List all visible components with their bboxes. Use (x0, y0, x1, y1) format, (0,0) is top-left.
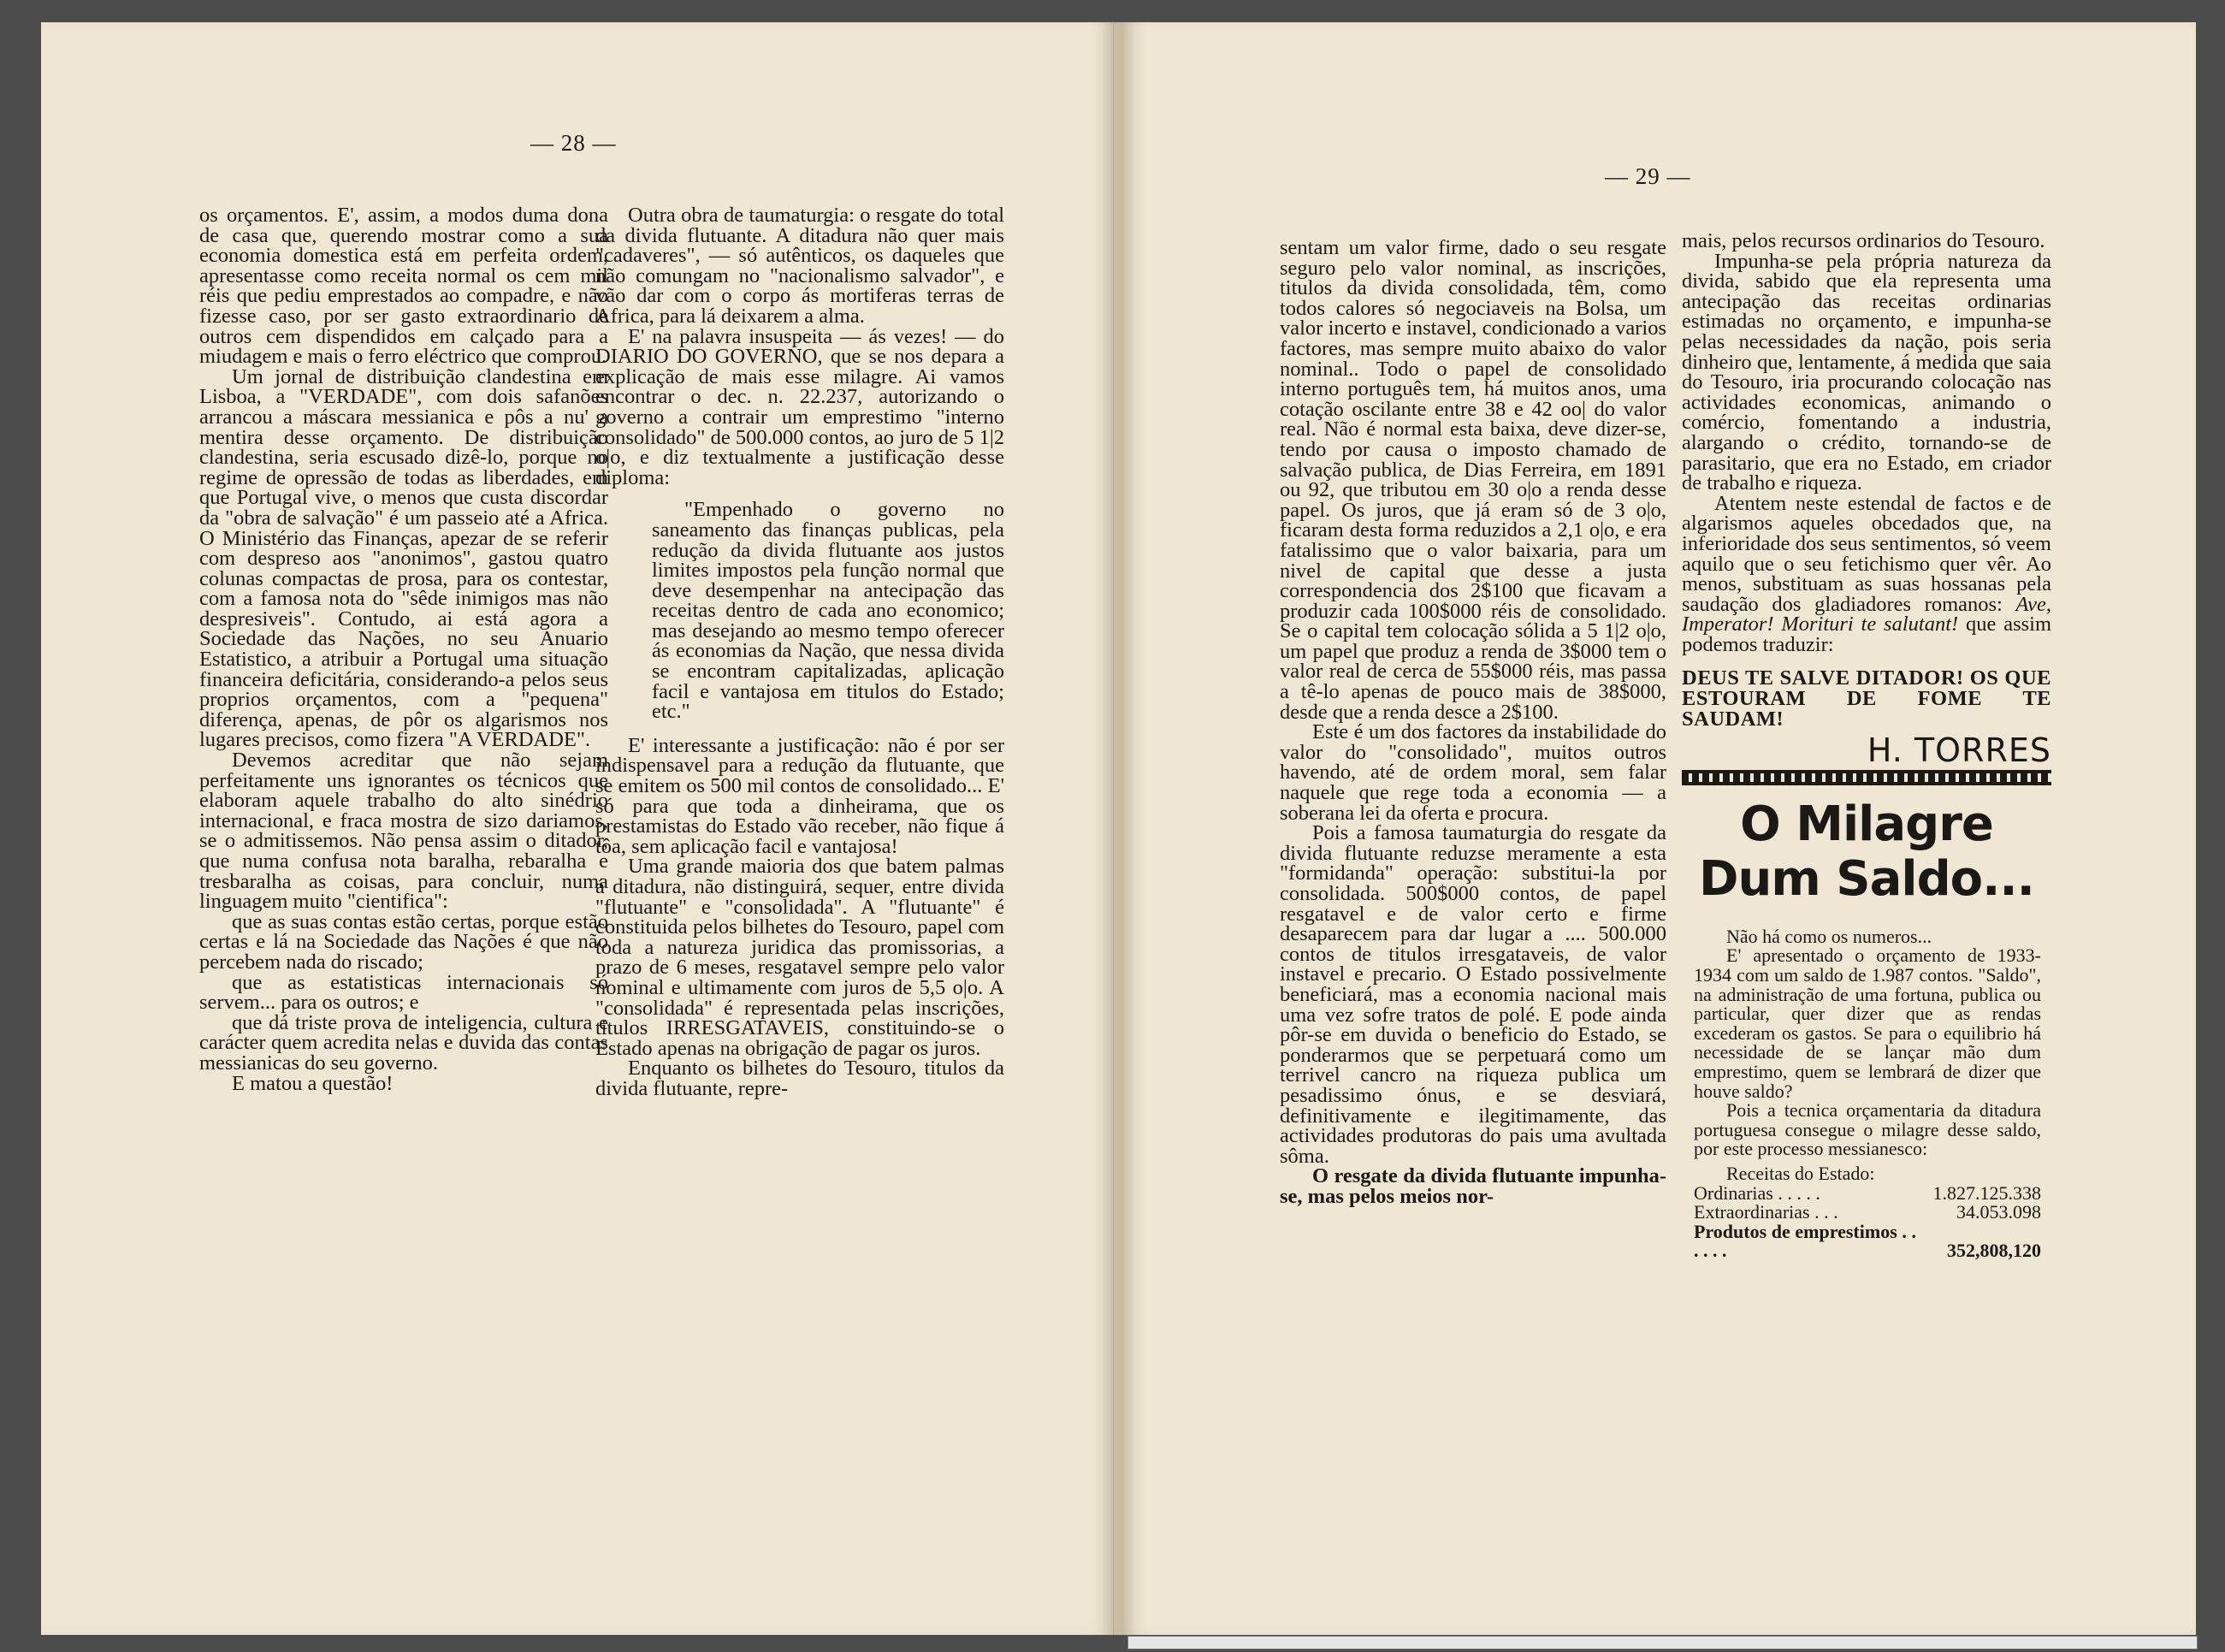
author-name: H. TORRES (1867, 731, 2051, 770)
paragraph: E matou a questão! (232, 1071, 394, 1095)
paragraph-text: Atentem neste estendal de factos e de algarismos aqueles obcedados que, na inferioridade dos seus sentimentos, só veem aquilo que o seu fetichismo quer vêr. Ao menos, substituam as suas hossanas pela saudação dos gladiadores romanos: (1682, 491, 2051, 616)
paragraph: O resgate da divida flutuante impunha-se, mas pelos meios nor- (1280, 1164, 1666, 1208)
text-column-1 (1280, 238, 1666, 1207)
article-body (1694, 927, 2041, 1261)
revenue-label: Produtos de emprestimos . . . . . . (1694, 1220, 1916, 1262)
paragraph: Uma grande maioria dos que batem palmas á ditadura, não distinguirá, sequer, entre divida "flutuante" e "consolidada". A "flutuante" é constituida pelos bilhetes do Tesouro, papel com toda a natureza juridica das promissorias, a prazo de 6 meses, resgatavel sempre pelo valor nominal e ultimamente com juros de 5,5 o|o. A "consolidada" é representada pelas inscrições, titulos IRRESGATAVEIS, constituindo-se o Estado apenas na obrigação de pagar os juros. (595, 855, 1004, 1060)
paragraph: Pois a famosa taumaturgia do resgate da divida flutuante reduzse meramente a esta "formidanda" operação: substitui-la por consolidada. 500$000 contos, de papel resgatavel e de valor certo e firme desaparecem para dar lugar a .... 500.000 contos de titulos irresgataveis, de valor instavel e precario. O Estado possivelmente beneficiará, mas a economia nacional mais uma vez sofre tratos de polé. E pode ainda pôr-se em duvida o beneficio do Estado, se ponderarmos que se perpetuará como um terrivel cancro na riqueza publica um pesadissimo ónus, e se desviará, definitivamente e ilegitimamente, das actividades produtoras do pais uma avultada sôma. (1280, 821, 1666, 1168)
revenue-value: 1.827.125.338 (1932, 1181, 2041, 1204)
paragraph: Pois a tecnica orçamentaria da ditadura portuguesa consegue o milagre desse saldo, por este processo messianesco: (1694, 1099, 2041, 1160)
paragraph-text: que assim podemos traduzir: (1682, 613, 2051, 656)
page-number: — 28 — (530, 130, 617, 156)
text-column-1 (199, 205, 608, 1093)
latin-phrase: Ave, Imperator! Morituri te salutant! (1682, 592, 2051, 637)
paragraph: Um jornal de distribuição clandestina em Lisboa, a "VERDADE", com dois safanões arrancou a máscara messianica e pôs a nu' a mentira desse orçamento. De distribuição clandestina, seria escusado dizê-lo, porque no regime de opressão de todas as liberdades, em que Portugal vive, o menos que custa discordar da "obra de salvação" é um passeio até a Africa. O Ministério das Finanças, apezar de se referir com despreso aos "anonimos", gastou quatro colunas compactas de prosa, para os contestar, com a famosa nota do "sêde inimigos mas não despresiveis". Contudo, ai está agora a Sociedade das Nações, no seu Anuario Estatistico, a atribuir a Portugal uma situação financeira deficitária, considerando-a pelos seus proprios orçamentos, com a "pequena" diferença, apenas, de pôr os algarismos nos lugares precisos, como fizera "A VERDADE". (199, 364, 608, 752)
quote: "Empenhado o governo no saneamento das finanças publicas, pela redução da divida flutuante aos justos limites impostos pela função normal que deve desempenhar na antecipação das receitas dentro de cada ano economico; mas desejando ao mesmo tempo oferecer ás economias da Nação, que nessa divida se encontram capitalizadas, aplicação facil e vantajosa em titulos do Estado; etc." (652, 498, 1004, 724)
revenue-heading: Receitas do Estado: (1726, 1162, 1875, 1184)
paragraph: E' apresentado o orçamento de 1933-1934 com um saldo de 1.987 contos. "Saldo", na administração de uma fortuna, publica ou particular, quer dizer que as rendas excederam os gastos. Se para o equilibrio há necessidade de se lançar mão dum emprestimo, quem se lembrará de dizer que houve saldo? (1694, 944, 2041, 1102)
paragraph: sentam um valor firme, dado o seu resgate seguro pelo valor nominal, as inscrições, titulos da divida consolidada, têm, como todos calores só negociaveis na Bolsa, um valor incerto e instavel, condicionado a varios factores, mas sempre muito abaixo do valor nominal.. Todo o papel de consolidado interno português tem, há muitos anos, uma cotação oscilante entre 38 e 42 oo| do valor real. Não é normal esta baixa, deve dizer-se, tendo por causa o imposto chamado de salvação publica, de Dias Ferreira, em 1891 ou 92, que tributou em 30 o|o a renda desse papel. Os juros, que já eram só de 3 o|o, ficaram desta forma reduzidos a 2,1 o|o, e era fatalissimo que o valor baixaria, para um nivel de capital que desse a justa correspondencia dos 2$100 que ficavam a produzir cada 100$000 réis de consolidado. Se o capital tem colocação sólida a 5 1|2 o|o, um papel que produz a renda de 3$000 tem o valor real de cerca de 55$000 réis, mas passa a tê-lo apenas de pouco mais de 38$000, desde que a renda desce a 2$100. (1280, 236, 1666, 724)
right-page (1124, 22, 2196, 1635)
page-number: — 29 — (1605, 163, 1691, 189)
paragraph: Enquanto os bilhetes do Tesouro, titulos da divida flutuante, repre- (595, 1057, 1004, 1100)
paragraph: Impunha-se pela própria natureza da divida, sabido que ela representa uma antecipação das receitas ordinarias estimadas no orçamento, e impunha-se pelas necessidades da nação, pois seria dinheiro que, lentamente, á medida que saia do Tesouro, iria procurando colocação nas actividades economicas, animando o comércio, fomentando a industria, alargando o crédito, tornando-se de parasitario, que era no Estado, em criador de trabalho e riqueza. (1682, 249, 2051, 495)
decorative-rule (1682, 770, 2051, 785)
article-title: O Milagre Dum Saldo... (1699, 796, 2034, 907)
slogan: DEUS TE SALVE DITADOR! OS QUE ESTOURAM DE FOME TE SAUDAM! (1682, 666, 2051, 731)
paragraph: mais, pelos recursos ordinarios do Tesouro. (1682, 229, 2045, 252)
text-column-2 (595, 205, 1004, 1099)
revenue-row (1694, 1220, 2041, 1262)
revenue-value: 352,808,120 (1947, 1240, 2041, 1262)
revenue-label: Extraordinarias . . . (1694, 1201, 1838, 1223)
revenue-label: Ordinarias . . . . . (1694, 1181, 1820, 1204)
paragraph: que as suas contas estão certas, porque estão certas e lá na Sociedade das Nações é que não percebem nada do riscado; (199, 909, 608, 974)
revenue-row (1694, 1203, 2041, 1223)
text-column-2 (1682, 231, 2051, 1261)
paragraph: que as estatisticas internacionais só servem... para os outros; e (199, 970, 608, 1015)
revenue-value: 34.053.098 (1956, 1201, 2041, 1223)
paragraph: os orçamentos. E', assim, a modos duma dona de casa que, querendo mostrar como a sua economia domestica está em perfeita ordem, apresentasse como receita normal os cem mil réis que pediu emprestados ao compadre, e não fizesse caso, por ser gasto extraordinario de outros cem dispendidos em calçado para a miudagem e mais o ferro eléctrico que comprou. (199, 204, 608, 369)
paragraph: Devemos acreditar que não sejam perfeitamente uns ignorantes os técnicos que elaboram aquele trabalho do alto sinédrio internacional, e fraca mostra de sizo dariamos, se o admitissemos. Não pensa assim o ditador, que numa confusa nota baralha, rebaralha e tresbaralha as coisas, para concluir, numa linguagem muito "cientifica": (199, 749, 608, 914)
paragraph: E' na palavra insuspeita — ás vezes! — do DIARIO DO GOVERNO, que se nos depara a explicação de mais esse milagre. Ai vamos encontrar o dec. n. 22.237, autorizando o governo a contrair um emprestimo "interno consolidado" de 500.000 contos, ao juro de 5 1|2 o|o, e diz textualmente a justificação desse diploma: (595, 324, 1004, 489)
paragraph (1682, 491, 2051, 656)
paragraph: E' interessante a justificação: não é por ser indispensavel para a redução da flutuante, que se emitem os 500 mil contos de consolidado... E' só para que toda a dinheirama, que os prestamistas do Estado vão receber, não fique á tôa, sem aplicação facil e vantajosa! (595, 733, 1004, 858)
book-spine (1114, 22, 1124, 1635)
revenue-row (1694, 1181, 2041, 1204)
scan-color-strip (1127, 1636, 2198, 1649)
paragraph: Outra obra de taumaturgia: o resgate do total da divida flutuante. A ditadura não quer mais "cadaveres", — só autênticos, os daqueles que não comungam no "nacionalismo salvador", e vão dar com o corpo ás mortiferas terras de Africa, para lá deixarem a alma. (595, 204, 1004, 328)
paragraph: que dá triste prova de inteligencia, cultura e carácter quem acredita nelas e duvida das contas messianicas do seu governo. (199, 1010, 608, 1075)
paragraph: Não há como os numeros... (1726, 925, 1932, 947)
left-page (41, 22, 1114, 1635)
paragraph: Este é um dos factores da instabilidade do valor do "consolidado", muitos outros havendo, até de ordem moral, sem falar naquele que rege toda a economia — a soberana lei da oferta e procura. (1280, 720, 1666, 825)
